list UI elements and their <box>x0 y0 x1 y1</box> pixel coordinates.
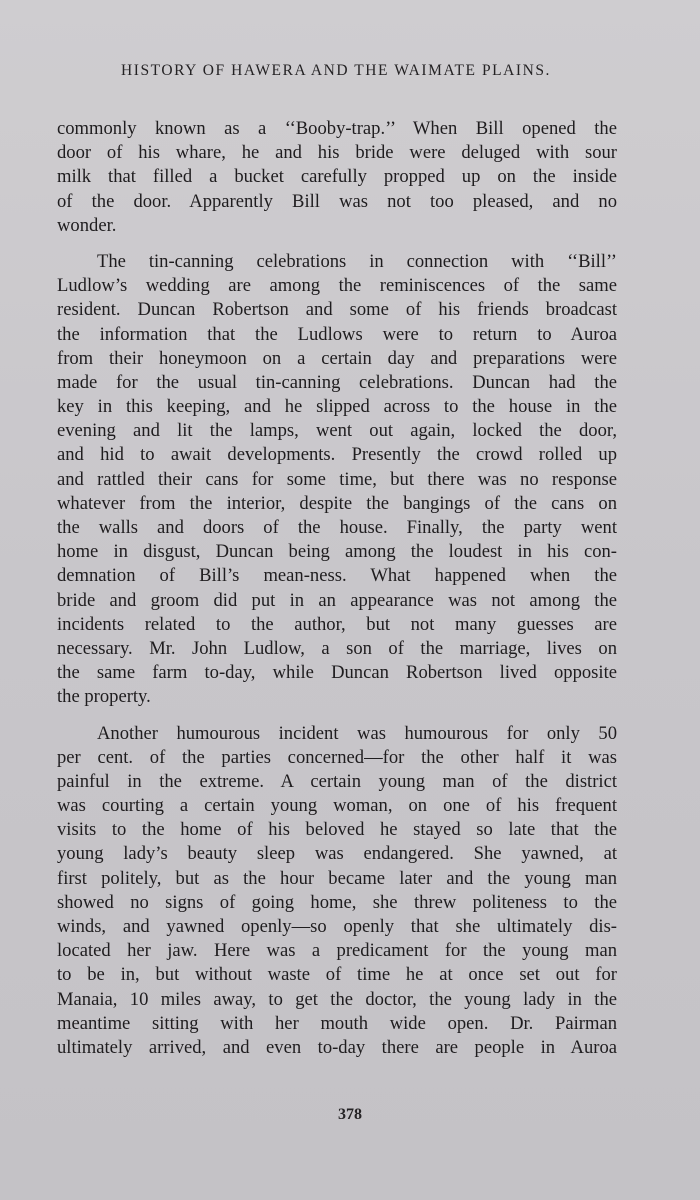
running-head: HISTORY OF HAWERA AND THE WAIMATE PLAINS. <box>121 62 551 79</box>
text-line: bride and groom did put in an appearance was not among the <box>57 589 617 611</box>
text-line: Ludlow’s wedding are among the reminiscences of the same <box>57 275 617 297</box>
text-line: milk that filled a bucket carefully propped up on the inside <box>57 166 617 188</box>
text-line: of the door. Apparently Bill was not too pleased, and no <box>57 190 617 212</box>
text-line: demnation of Bill’s mean-ness. What happened when the <box>57 565 617 587</box>
text-line: The tin-canning celebrations in connection with ‘‘Bill’’ <box>97 250 617 272</box>
text-line: from their honeymoon on a certain day and preparations were <box>57 347 617 369</box>
body-text <box>57 117 617 1060</box>
text-line: and hid to await developments. Presently the crowd rolled up <box>57 444 617 466</box>
text-line: the information that the Ludlows were to return to Auroa <box>57 323 617 345</box>
text-line: young lady’s beauty sleep was endangered. She yawned, at <box>57 843 617 865</box>
text-line: Another humourous incident was humourous for only 50 <box>97 722 617 744</box>
text-line: whatever from the interior, despite the bangings of the cans on <box>57 492 617 514</box>
text-line: commonly known as a ‘‘Booby-trap.’’ When Bill opened the <box>57 118 617 139</box>
text-line: per cent. of the parties concerned—for the other half it was <box>57 746 617 768</box>
paragraph-1 <box>57 117 617 238</box>
text-line: meantime sitting with her mouth wide open. Dr. Pairman <box>57 1012 617 1034</box>
text-line: the property. <box>57 686 151 708</box>
text-line: the walls and doors of the house. Finally, the party went <box>57 517 617 538</box>
text-line: was courting a certain young woman, on one of his frequent <box>57 795 617 817</box>
paragraph-2 <box>57 250 617 710</box>
text-line: home in disgust, Duncan being among the loudest in his con- <box>57 541 617 563</box>
page-number: 378 <box>338 1106 362 1123</box>
text-line: winds, and yawned openly—so openly that she ultimately dis- <box>57 916 617 937</box>
text-line: first politely, but as the hour became later and the young man <box>57 867 617 889</box>
text-line: ultimately arrived, and even to-day there are people in Auroa <box>57 1036 617 1058</box>
text-line: visits to the home of his beloved he stayed so late that the <box>57 819 617 841</box>
text-line: door of his whare, he and his bride were deluged with sour <box>57 142 617 164</box>
text-line: evening and lit the lamps, went out again, locked the door, <box>57 420 617 442</box>
text-line: key in this keeping, and he slipped across to the house in the <box>57 396 617 418</box>
text-line: painful in the extreme. A certain young man of the district <box>57 770 617 792</box>
text-line: made for the usual tin-canning celebrations. Duncan had the <box>57 371 617 393</box>
text-line: showed no signs of going home, she threw politeness to the <box>57 891 617 913</box>
text-line: located her jaw. Here was a predicament for the young man <box>57 940 617 962</box>
paragraph-3 <box>57 722 617 1061</box>
text-line: necessary. Mr. John Ludlow, a son of the marriage, lives on <box>57 637 617 659</box>
text-line: and rattled their cans for some time, but there was no response <box>57 468 617 490</box>
text-line: to be in, but without waste of time he at once set out for <box>57 964 617 986</box>
text-line: wonder. <box>57 214 117 236</box>
text-line: incidents related to the author, but not many guesses are <box>57 613 617 635</box>
text-line: resident. Duncan Robertson and some of his friends broadcast <box>57 299 617 321</box>
text-line: the same farm to-day, while Duncan Robertson lived opposite <box>57 662 617 684</box>
text-line: Manaia, 10 miles away, to get the doctor, the young lady in the <box>57 988 617 1010</box>
